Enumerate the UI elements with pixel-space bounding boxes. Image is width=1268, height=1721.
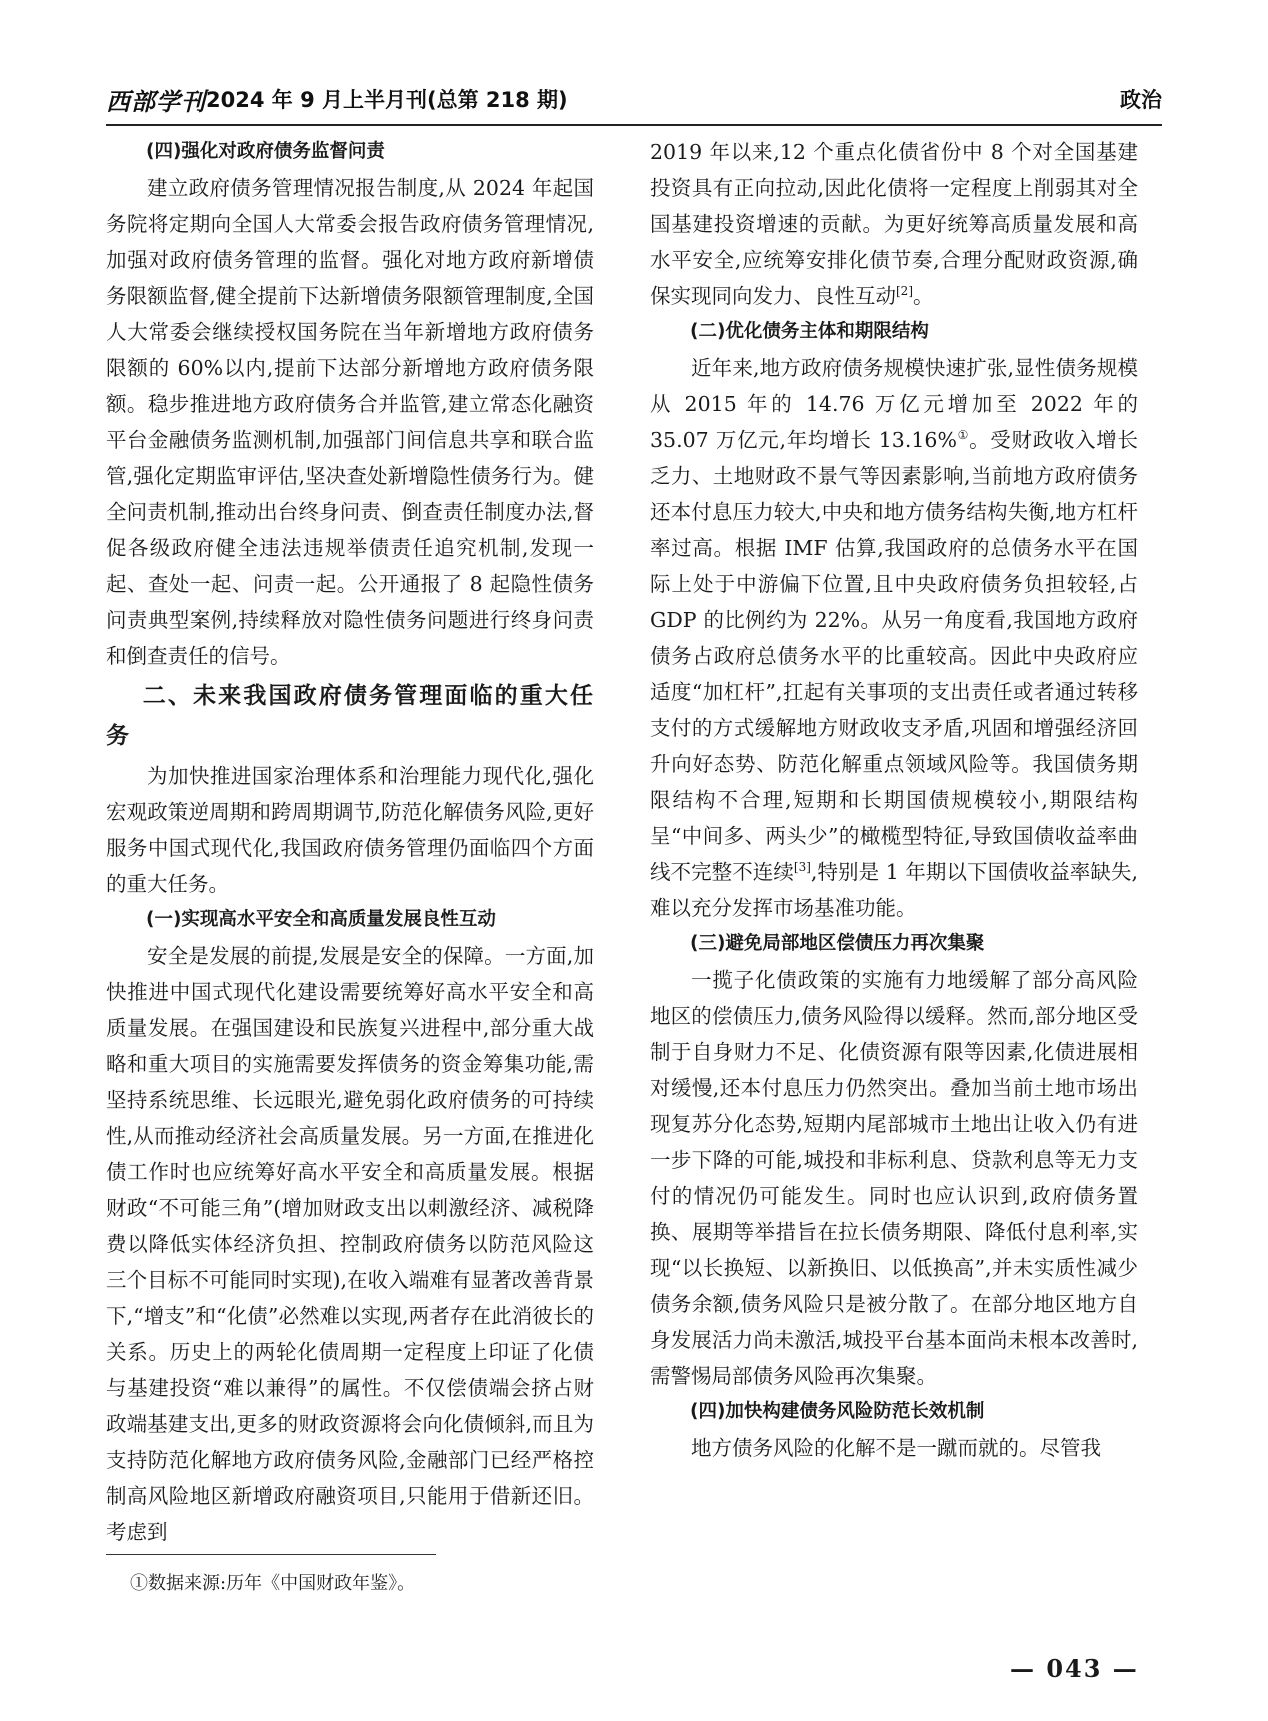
left-column	[106, 134, 594, 1550]
paragraph-text: 。	[913, 284, 934, 308]
footnote-marker: ①	[956, 428, 970, 443]
paragraph-continued	[650, 134, 1138, 314]
journal-logo: 西部学刊	[106, 87, 206, 116]
subheading: (三)避免局部地区偿债压力再次集聚	[690, 933, 985, 954]
paragraph-text: ,特别是 1 年期以下国债收益率缺失,难以充分发挥市场基准功能。	[650, 860, 1138, 920]
page-number: — 043 —	[1010, 1654, 1139, 1683]
footnote: ①数据来源:历年《中国财政年鉴》。	[130, 1573, 416, 1594]
footnote-divider	[106, 1554, 436, 1555]
page-header	[106, 78, 1162, 126]
section-label: 政治	[1120, 88, 1162, 112]
paragraph: 建立政府债务管理情况报告制度,从 2024 年起国务院将定期向全国人大常委会报告政府债务管理情况,加强对政府债务管理的监督。强化对地方政府新增债务限额监督,健全提前下达新增债务限额管理制度,全国人大常委会继续授权国务院在当年新增地方政府债务限额的 60%以内,提前下达部分新增地方政府债务限额。稳步推进地方政府债务合并监管,建立常态化融资平台金融债务监测机制,加强部门间信息共享和联合监管,强化定期监审评估,坚决查处新增隐性债务行为。健全问责机制,推动出台终身问责、倒查责任制度办法,督促各级政府健全违法违规举债责任追究机制,发现一起、查处一起、问责一起。公开通报了 8 起隐性债务问责典型案例,持续释放对隐性债务问题进行终身问责和倒查责任的信号。	[106, 176, 594, 668]
subheading: (二)优化债务主体和期限结构	[690, 321, 929, 342]
section-heading: 二、未来我国政府债务管理面临的重大任务	[106, 683, 594, 749]
paragraph: 地方债务风险的化解不是一蹴而就的。尽管我	[691, 1436, 1101, 1460]
paragraph-text: 近年来,地方政府债务规模快速扩张,显性债务规模从 2015 年的 14.76 万亿元增加至 2022 年的 35.07 万亿元,年均增长 13.16%	[650, 356, 1138, 452]
paragraph: 安全是发展的前提,发展是安全的保障。一方面,加快推进中国式现代化建设需要统筹好高水平安全和高质量发展。在强国建设和民族复兴进程中,部分重大战略和重大项目的实施需要发挥债务的资金筹集功能,需坚持系统思维、长远眼光,避免弱化政府债务的可持续性,从而推动经济社会高质量发展。另一方面,在推进化债工作时也应统筹好高水平安全和高质量发展。根据财政“不可能三角”(增加财政支出以刺激经济、减税降费以降低实体经济负担、控制政府债务以防范风险这三个目标不可能同时实现),在收入端难有显著改善背景下,“增支”和“化债”必然难以实现,两者存在此消彼长的关系。历史上的两轮化债周期一定程度上印证了化债与基建投资“难以兼得”的属性。不仅偿债端会挤占财政端基建支出,更多的财政资源将会向化债倾斜,而且为支持防范化解地方政府债务风险,金融部门已经严格控制高风险地区新增政府融资项目,只能用于借新还旧。考虑到	[106, 944, 594, 1544]
citation-2: [2]	[896, 284, 913, 299]
citation-3: [3]	[793, 860, 811, 875]
issue-info: 2024 年 9 月上半月刊(总第 218 期)	[206, 88, 568, 112]
paragraph: 一揽子化债政策的实施有力地缓解了部分高风险地区的偿债压力,债务风险得以缓释。然而,部分地区受制于自身财力不足、化债资源有限等因素,化债进展相对缓慢,还本付息压力仍然突出。叠加当前土地市场出现复苏分化态势,短期内尾部城市土地出让收入仍有进一步下降的可能,城投和非标利息、贷款利息等无力支付的情况仍可能发生。同时也应认识到,政府债务置换、展期等举措旨在拉长债务期限、降低付息利率,实现“以长换短、以新换旧、以低换高”,并未实质性减少债务余额,债务风险只是被分散了。在部分地区地方自身发展活力尚未激活,城投平台基本面尚未根本改善时,需警惕局部债务风险再次集聚。	[650, 968, 1138, 1388]
right-column	[650, 134, 1138, 1466]
subheading: (四)强化对政府债务监督问责	[146, 141, 385, 162]
subheading: (四)加快构建债务风险防范长效机制	[690, 1401, 985, 1422]
subheading: (一)实现高水平安全和高质量发展良性互动	[146, 909, 496, 930]
paragraph-text: 。受财政收入增长乏力、土地财政不景气等因素影响,当前地方政府债务还本付息压力较大,中央和地方债务结构失衡,地方杠杆率过高。根据 IMF 估算,我国政府的总债务水平在国际上处于中游偏下位置,且中央政府债务负担较轻,占 GDP 的比例约为 22%。从另一角度看,我国地方政府债务占政府总债务水平的比重较高。因此中央政府应适度“加杠杆”,扛起有关事项的支出责任或者通过转移支付的方式缓解地方财政收支矛盾,巩固和增强经济回升向好态势、防范化解重点领域风险等。我国债务期限结构不合理,短期和长期国债规模较小,期限结构呈“中间多、两头少”的橄榄型特征,导致国债收益率曲线不完整不连续	[650, 428, 1139, 884]
paragraph-text: 2019 年以来,12 个重点化债省份中 8 个对全国基建投资具有正向拉动,因此化债将一定程度上削弱其对全国基建投资增速的贡献。为更好统筹高质量发展和高水平安全,应统筹安排化债节奏,合理分配财政资源,确保实现同向发力、良性互动	[650, 140, 1138, 308]
paragraph: 为加快推进国家治理体系和治理能力现代化,强化宏观政策逆周期和跨周期调节,防范化解债务风险,更好服务中国式现代化,我国政府债务管理仍面临四个方面的重大任务。	[106, 764, 594, 896]
paragraph	[650, 350, 1138, 926]
